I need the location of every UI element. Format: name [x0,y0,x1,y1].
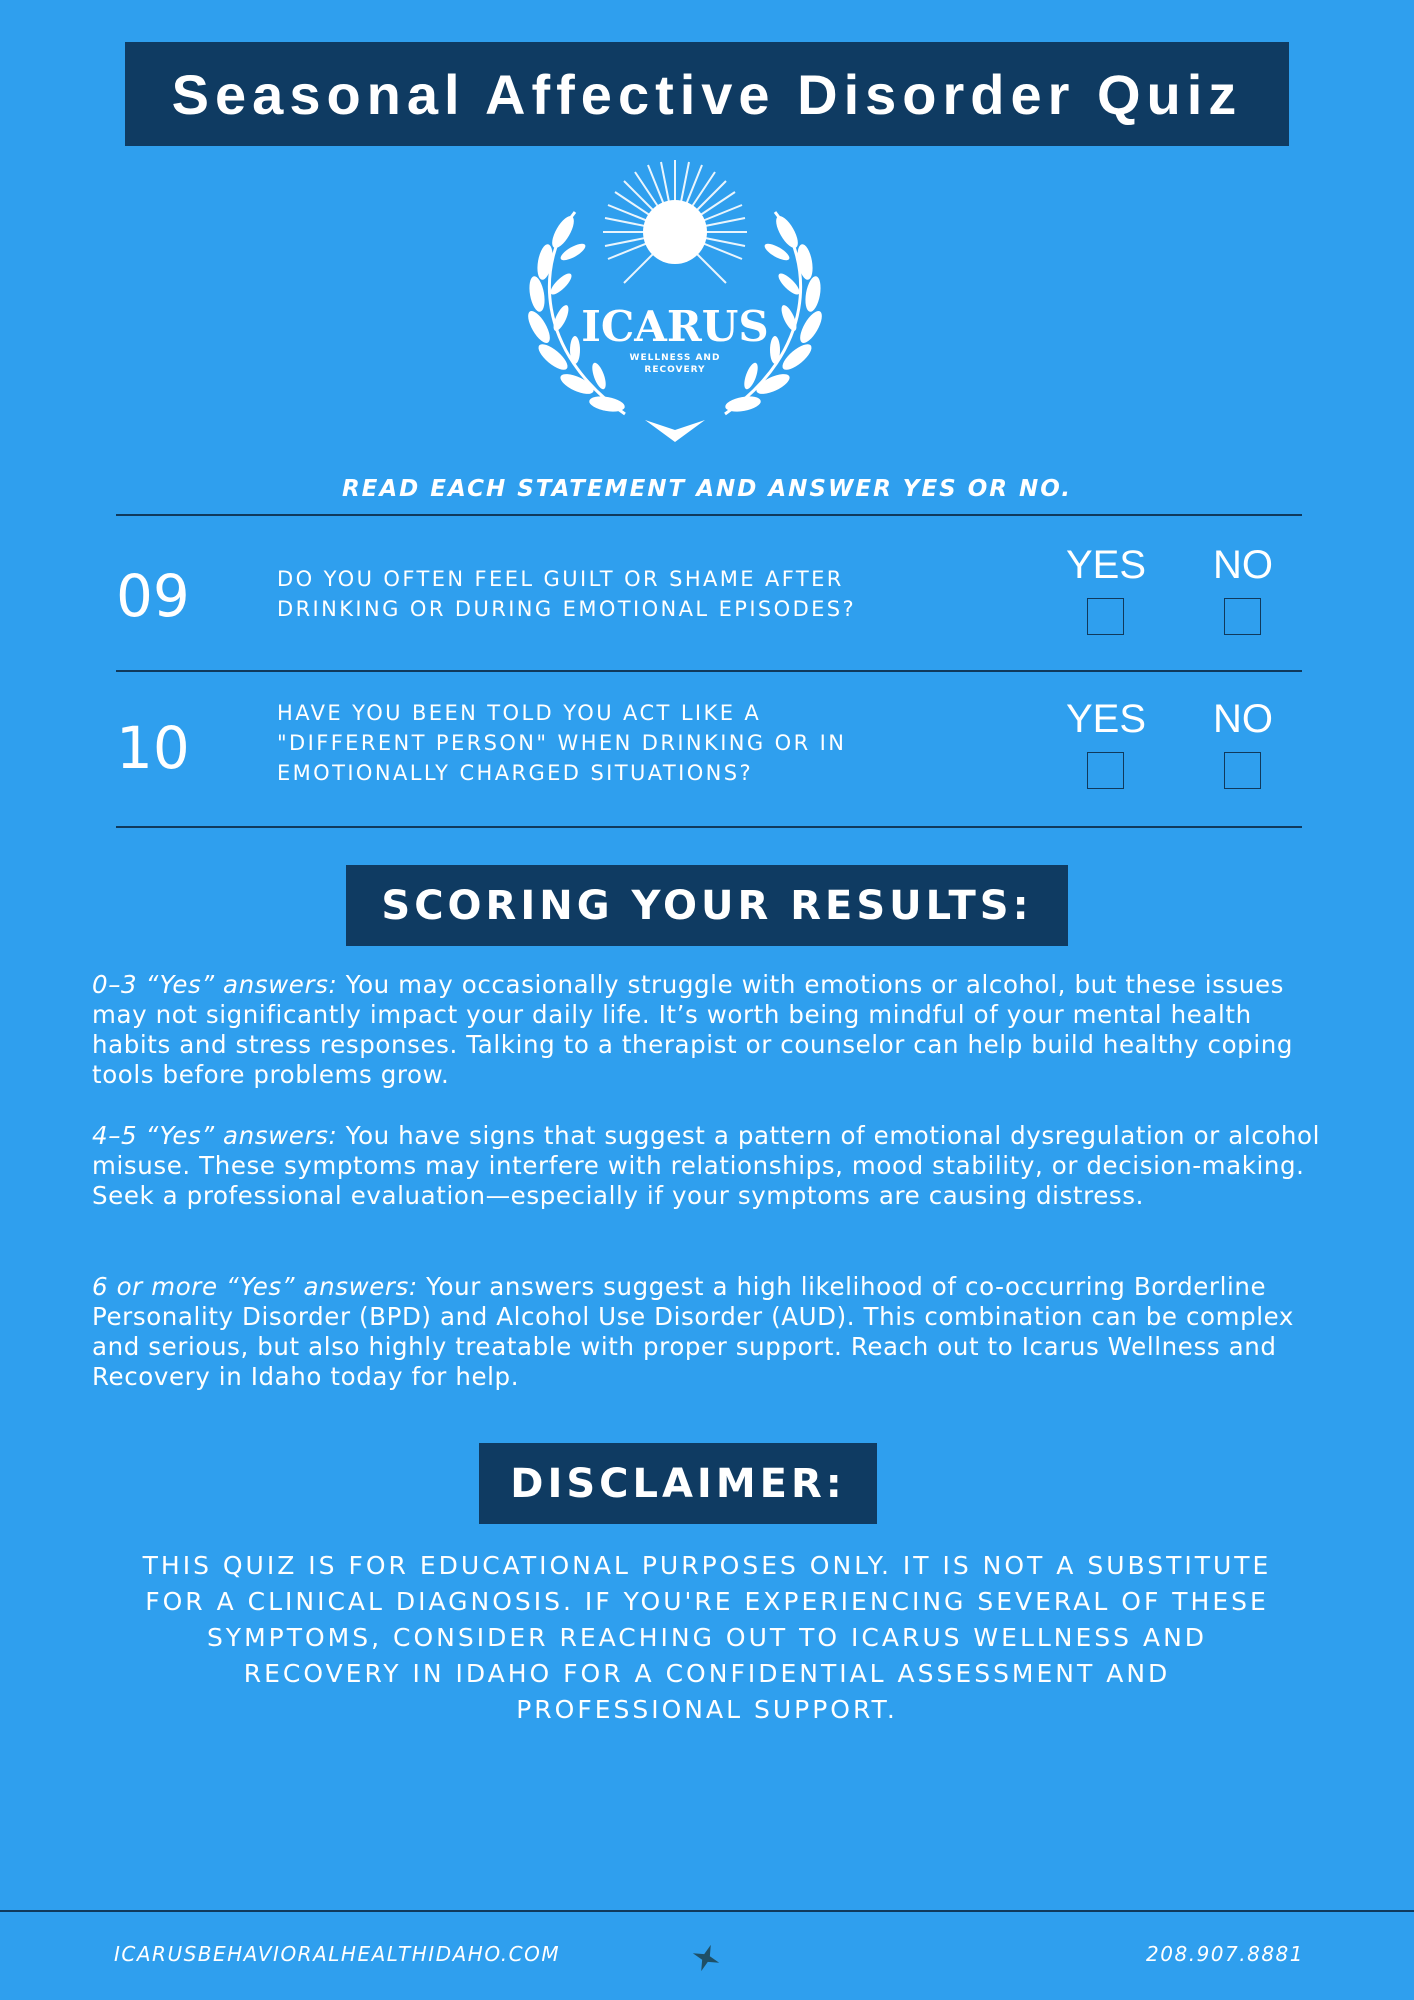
no-checkbox[interactable] [1224,598,1261,635]
icarus-logo [515,152,835,448]
score-range-paragraph: 6 or more “Yes” answers: Your answers suggest a high likelihood of co-occurring Borderline Personality Disorder (BPD) and Alcohol Use Disorder (AUD). This combination can be complex and serious, but also highly treatable with proper support. Reach out to Icarus Wellness and Recovery in Idaho today for help. [92,1272,1294,1391]
no-label: NO [1213,543,1273,587]
yes-label: YES [1065,697,1147,741]
yes-label: YES [1065,543,1147,587]
disclaimer-heading: DISCLAIMER: [510,1460,846,1507]
scoring-heading: SCORING YOUR RESULTS: [381,882,1033,929]
footer-website-link[interactable]: ICARUSBEHAVIORALHEALTHIDAHO.COM [114,1942,561,1966]
footer-phone[interactable]: 208.907.8881 [1146,1942,1304,1966]
logo-tagline: WELLNESS AND RECOVERY [629,353,721,375]
question-number: 09 [116,562,190,630]
divider [116,514,1302,516]
question-number: 10 [116,714,190,782]
divider [116,826,1302,828]
question-text: HAVE YOU BEEN TOLD YOU ACT LIKE A "DIFFERENT PERSON" WHEN DRINKING OR IN EMOTIONALLY CHARGED SITUATIONS? [277,701,847,785]
sun-laurel-emblem-icon [515,152,835,448]
yes-checkbox[interactable] [1087,752,1124,789]
score-range-paragraph: 4–5 “Yes” answers: You have signs that suggest a pattern of emotional dysregulation or alcohol misuse. These symptoms may interfere with relationships, mood stability, or decision-making. Seek a professional evaluation—especially if your symptoms are causing distress. [92,1121,1321,1210]
sparkle-star-icon [690,1942,722,1974]
disclaimer-heading-box [479,1443,877,1524]
title-banner [125,42,1289,146]
logo-wordmark: ICARUS [581,302,769,351]
scoring-heading-box [346,865,1068,946]
yes-checkbox[interactable] [1087,598,1124,635]
score-range-paragraph: 0–3 “Yes” answers: You may occasionally struggle with emotions or alcohol, but these issues may not significantly impact your daily life. It’s worth being mindful of your mental health habits and stress responses. Talking to a therapist or counselor can help build healthy coping tools before problems grow. [92,970,1294,1089]
question-text: DO YOU OFTEN FEEL GUILT OR SHAME AFTER DRINKING OR DURING EMOTIONAL EPISODES? [277,567,857,621]
instruction-text: READ EACH STATEMENT AND ANSWER YES OR NO. [341,476,1073,502]
no-checkbox[interactable] [1224,752,1261,789]
no-label: NO [1213,697,1273,741]
page-title: Seasonal Affective Disorder Quiz [171,62,1243,126]
footer-divider [0,1910,1414,1912]
divider [116,670,1302,672]
disclaimer-text: THIS QUIZ IS FOR EDUCATIONAL PURPOSES ONLY. IT IS NOT A SUBSTITUTE FOR A CLINICAL DIAGNOSIS. IF YOU'RE EXPERIENCING SEVERAL OF THESE SYMPTOMS, CONSIDER REACHING OUT TO ICARUS WELLNESS AND RECOVERY IN IDAHO FOR A CONFIDENTIAL ASSESSMENT AND PROFESSIONAL SUPPORT. [142,1551,1272,1724]
